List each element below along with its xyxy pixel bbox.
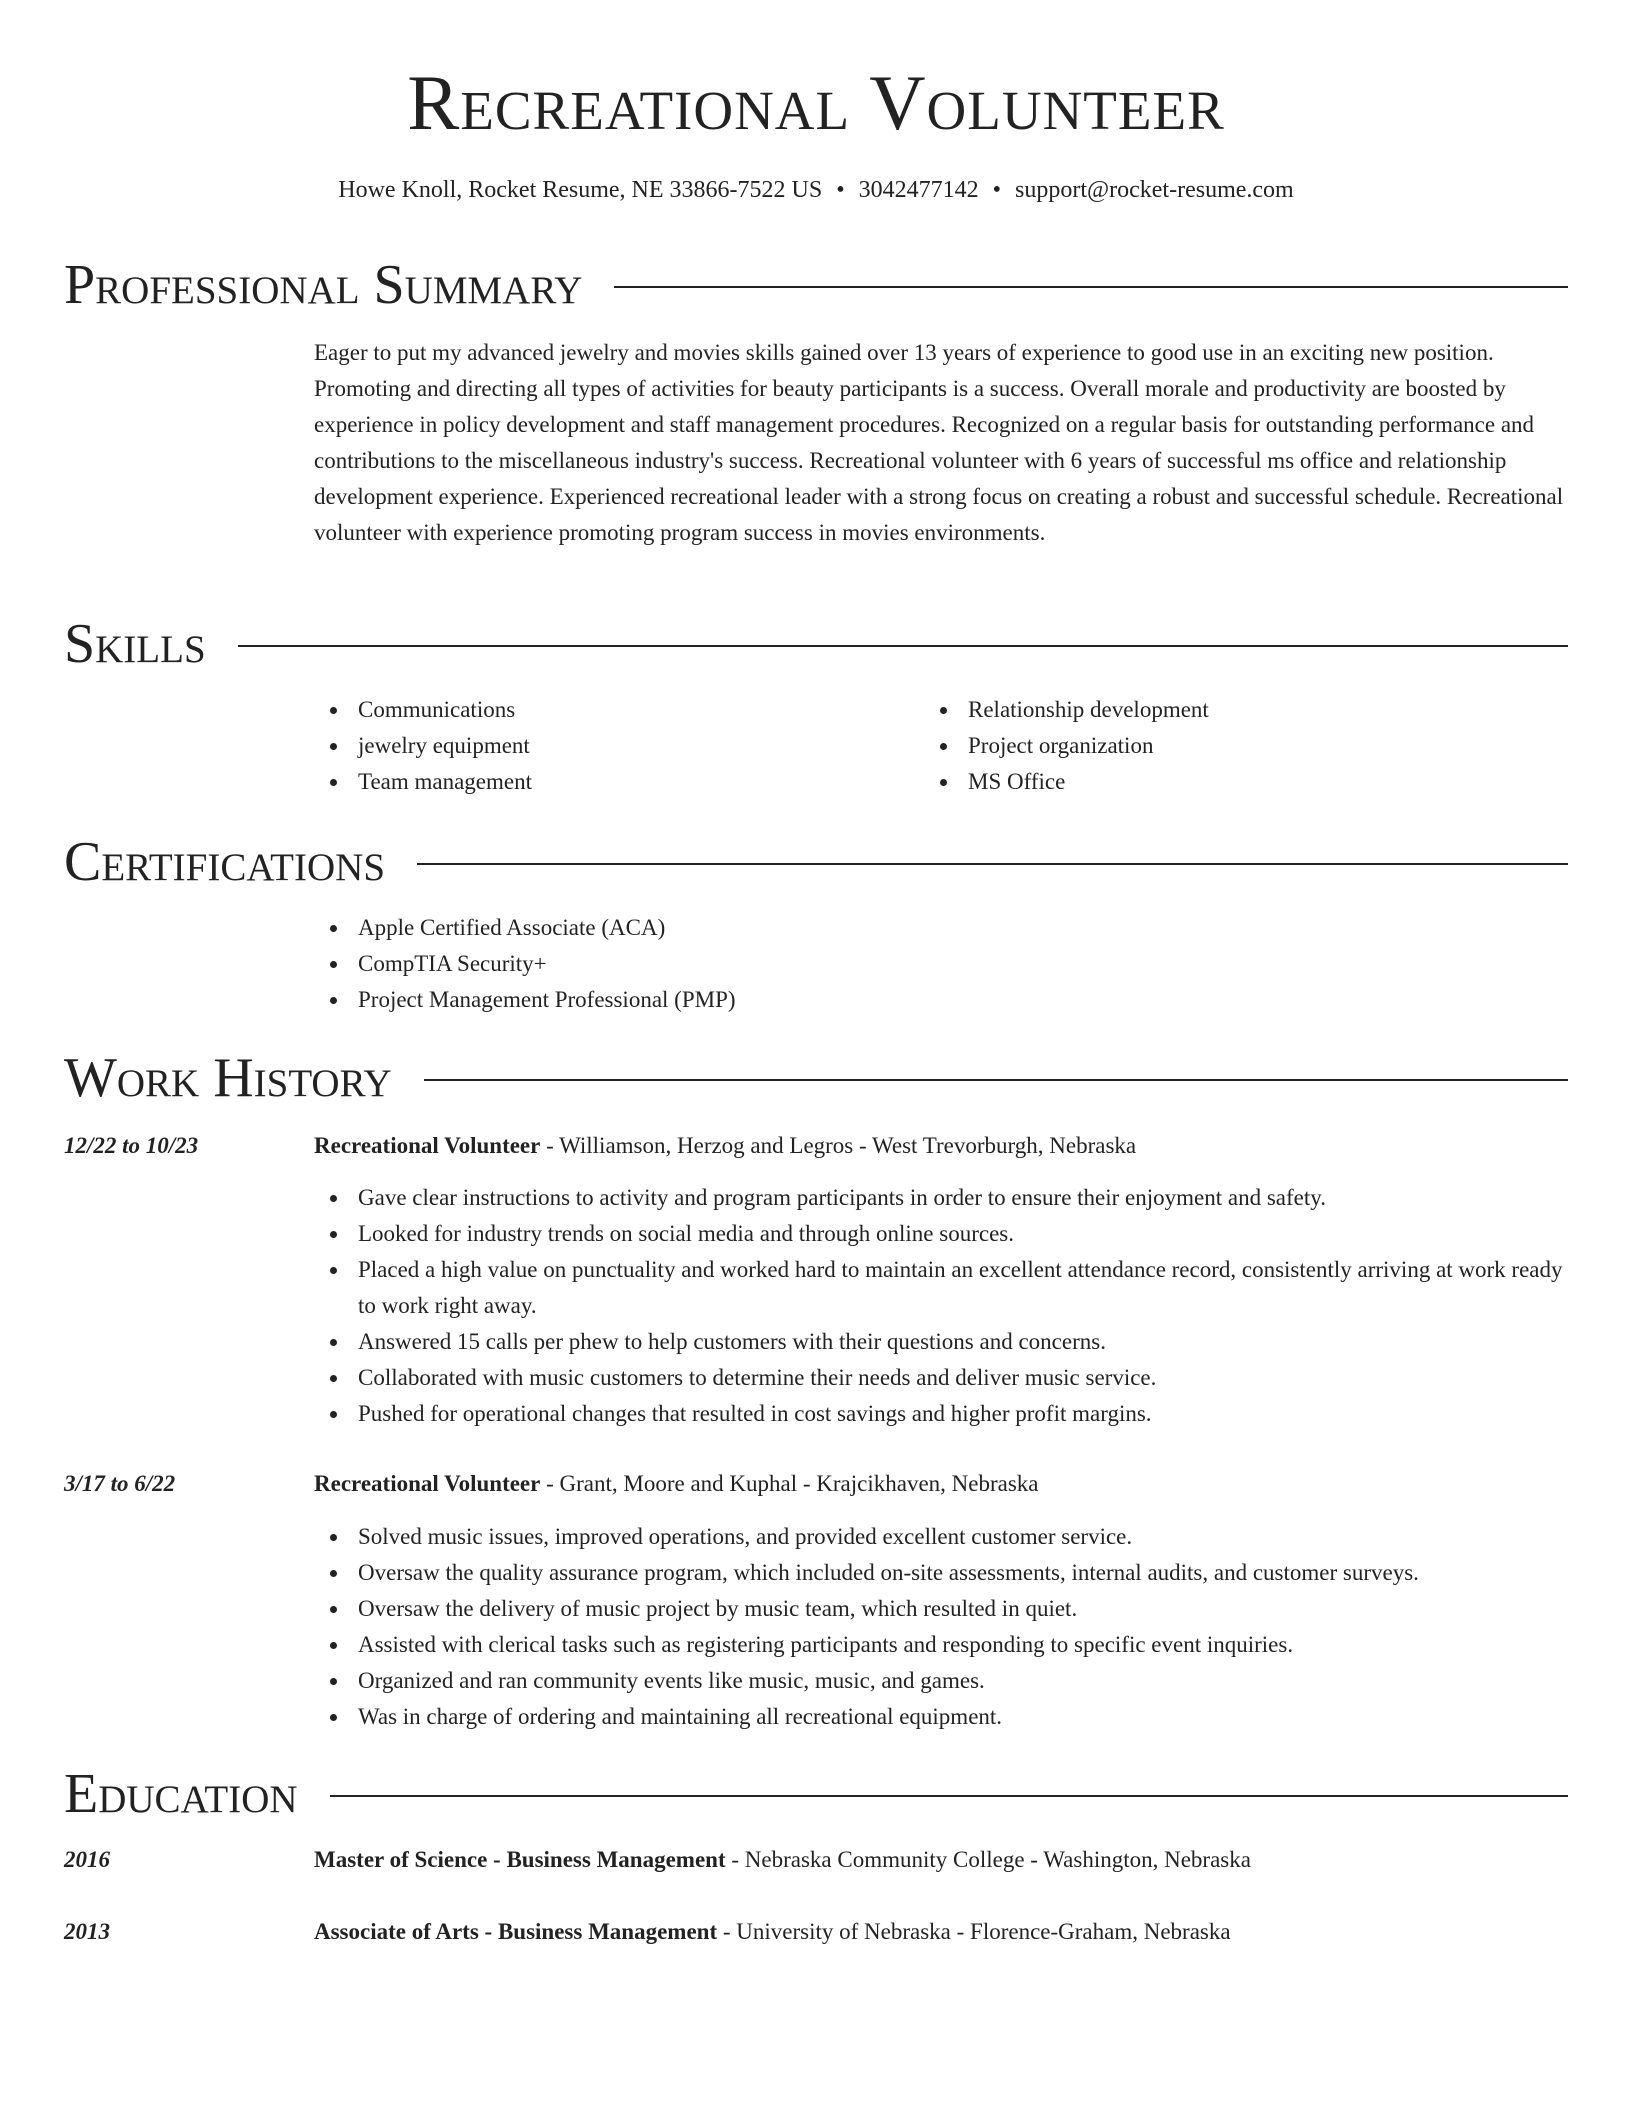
education-entry (314, 1842, 1568, 1878)
job-duty: Oversaw the quality assurance program, which included on-site assessments, internal audits, and customer surveys. (314, 1555, 1568, 1591)
section-divider (330, 1795, 1568, 1797)
certification-item: Project Management Professional (PMP) (314, 982, 1568, 1018)
job-duty: Collaborated with music customers to determine their needs and deliver music service. (314, 1360, 1568, 1396)
section-title: Professional Summary (64, 254, 583, 316)
job-duties-list (314, 1519, 1568, 1735)
job-dates: 12/22 to 10/23 (64, 1133, 199, 1158)
skill-item: Team management (314, 764, 914, 800)
job-employer: - Williamson, Herzog and Legros - West Trevorburgh, Nebraska (540, 1133, 1137, 1158)
summary-text: Eager to put my advanced jewelry and movies skills gained over 13 years of experience to good use in an exciting new position. Promoting and directing all types of activities for beauty participants is a success. Overall morale and productivity are boosted by experience in policy development and staff management procedures. Recognized on a regular basis for outstanding performance and contributions to the miscellaneous industry's success. Recreational volunteer with 6 years of successful ms office and relationship development experience. Experienced recreational leader with a strong focus on creating a robust and successful schedule. Recreational volunteer with experience promoting program success in movies environments. (314, 340, 1564, 545)
education-year: 2013 (64, 1919, 110, 1944)
degree-title: Master of Science - Business Management (314, 1847, 726, 1872)
certification-item: Apple Certified Associate (ACA) (314, 910, 1568, 946)
job-duties-list (314, 1180, 1568, 1432)
skills-section-header (64, 614, 1568, 674)
contact-email[interactable]: support@rocket-resume.com (1015, 177, 1294, 203)
skills-list-right (924, 692, 1524, 800)
section-divider (238, 645, 1568, 647)
work-history-section-header (64, 1048, 1568, 1108)
skill-item: jewelry equipment (314, 728, 914, 764)
job-duty: Oversaw the delivery of music project by music team, which resulted in quiet. (314, 1591, 1568, 1627)
contact-separator: • (836, 177, 845, 203)
job-heading (314, 1466, 1568, 1502)
job-title: Recreational Volunteer (314, 1133, 541, 1158)
education-year: 2016 (64, 1847, 110, 1872)
job-duty: Gave clear instructions to activity and program participants in order to ensure their enjoyment and safety. (314, 1180, 1568, 1216)
section-title: Skills (64, 613, 206, 675)
job-dates: 3/17 to 6/22 (64, 1471, 176, 1496)
job-heading (314, 1128, 1568, 1164)
job-title: Recreational Volunteer (314, 1471, 541, 1496)
job-duty: Assisted with clerical tasks such as registering participants and responding to specific event inquiries. (314, 1627, 1568, 1663)
job-duty: Organized and ran community events like music, music, and games. (314, 1663, 1568, 1699)
degree-title: Associate of Arts - Business Management (314, 1919, 718, 1944)
certification-item: CompTIA Security+ (314, 946, 1568, 982)
job-duty: Was in charge of ordering and maintaining all recreational equipment. (314, 1699, 1568, 1735)
job-duty: Solved music issues, improved operations, and provided excellent customer service. (314, 1519, 1568, 1555)
certifications-section-header (64, 832, 1568, 892)
job-duty: Placed a high value on punctuality and worked hard to maintain an excellent attendance record, consistently arriving at work ready to work right away. (314, 1252, 1568, 1324)
skills-list-left (314, 692, 914, 800)
job-employer: - Grant, Moore and Kuphal - Krajcikhaven, Nebraska (540, 1471, 1039, 1496)
job-duty: Looked for industry trends on social media and through online sources. (314, 1216, 1568, 1252)
skill-item: Communications (314, 692, 914, 728)
contact-phone: 3042477142 (858, 177, 979, 203)
skill-item: Relationship development (924, 692, 1524, 728)
section-divider (424, 1079, 1568, 1081)
contact-line (64, 174, 1568, 206)
school-details: - Nebraska Community College - Washington, Nebraska (725, 1847, 1251, 1872)
section-title: Certifications (64, 831, 386, 893)
contact-separator: • (992, 177, 1002, 203)
section-title: Work History (64, 1047, 392, 1109)
summary-section-header (64, 255, 1568, 315)
section-title: Education (64, 1763, 298, 1825)
education-section-header (64, 1764, 1568, 1824)
job-duty: Answered 15 calls per phew to help customers with their questions and concerns. (314, 1324, 1568, 1360)
certifications-list (314, 910, 1568, 1018)
school-details: - University of Nebraska - Florence-Graham, Nebraska (717, 1919, 1231, 1944)
skill-item: Project organization (924, 728, 1524, 764)
skill-item: MS Office (924, 764, 1524, 800)
job-duty: Pushed for operational changes that resulted in cost savings and higher profit margins. (314, 1396, 1568, 1432)
section-divider (614, 286, 1568, 288)
contact-address: Howe Knoll, Rocket Resume, NE 33866-7522 US (338, 177, 823, 203)
section-divider (417, 863, 1568, 865)
education-entry (314, 1914, 1568, 1950)
candidate-name: Recreational Volunteer (407, 59, 1225, 146)
